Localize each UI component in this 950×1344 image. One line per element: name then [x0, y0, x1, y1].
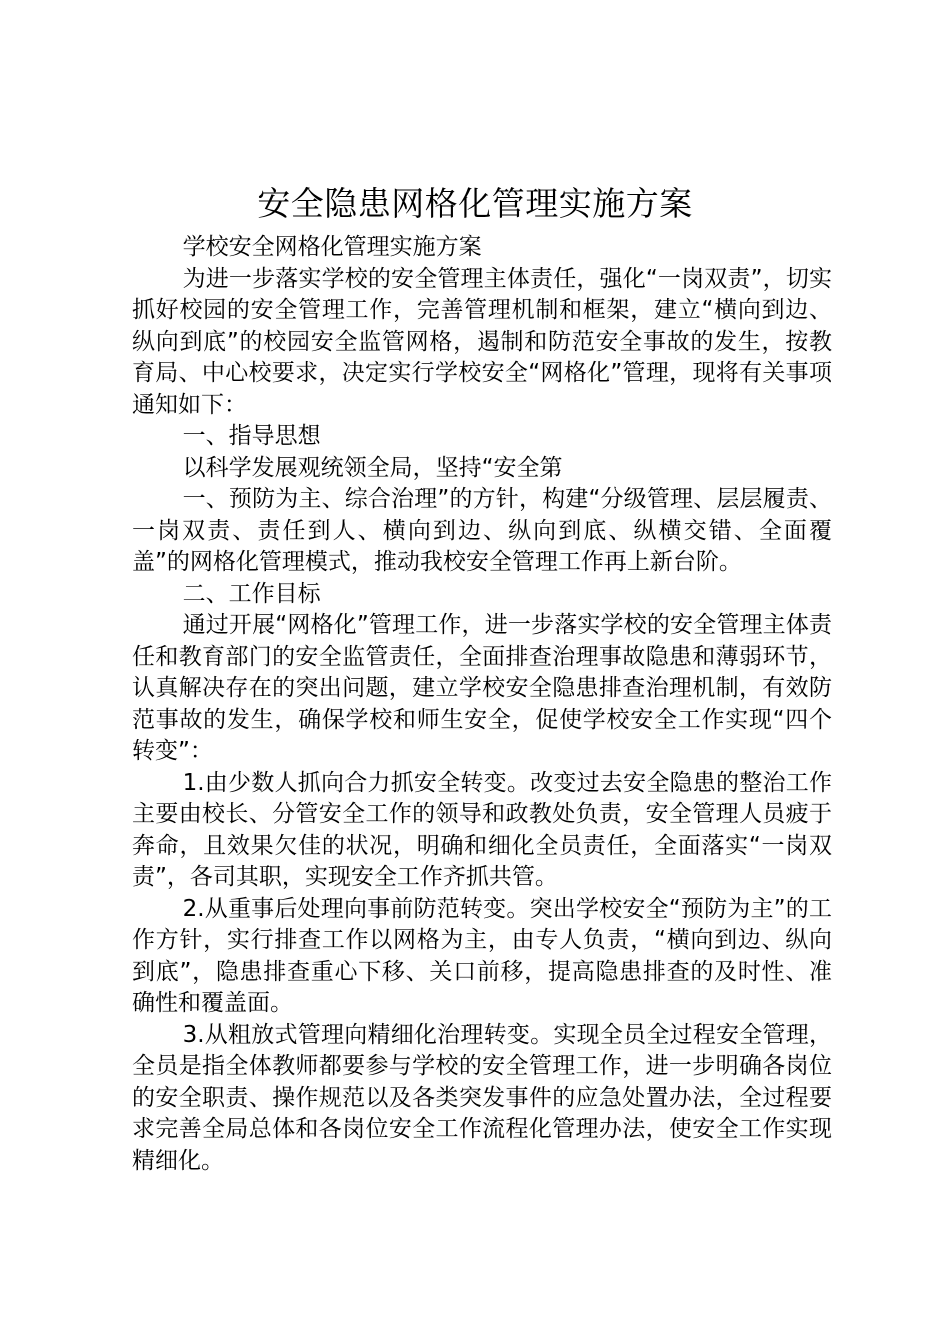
- document-title: 安全隐患网格化管理实施方案: [257, 184, 693, 223]
- document-body: [132, 232, 832, 1177]
- section-heading-work-goals: 二、工作目标: [182, 580, 321, 607]
- section-heading-guiding-ideology: 一、指导思想: [182, 423, 321, 449]
- paragraph: 通过开展“网格化”管理工作，进一步落实学校的安全管理主体责任和教育部门的安全监管责任，全面排查治理事故隐患和薄弱环节，认真解决存在的突出问题，建立学校安全隐患排查治理机制，有效防范事故的发生，确保学校和师生安全，促使学校安全工作实现“四个转变”：: [132, 612, 832, 764]
- list-item-2: 2.从重事后处理向事前防范转变。突出学校安全“预防为主”的工作方针，实行排查工作以网格为主，由专人负责，“横向到边、纵向到底”，隐患排查重心下移、关口前移，提高隐患排查的及时性、准确性和覆盖面。: [132, 895, 832, 1016]
- paragraph: 以科学发展观统领全局，坚持“安全第: [182, 454, 563, 481]
- paragraph-subtitle: 学校安全网格化管理实施方案: [182, 234, 482, 260]
- list-item-3: 3.从粗放式管理向精细化治理转变。实现全员全过程安全管理，全员是指全体教师都要参与学校的安全管理工作，进一步明确各岗位的安全职责、操作规范以及各类突发事件的应急处置办法，全过程要求完善全局总体和各岗位安全工作流程化管理办法，使安全工作实现精细化。: [132, 1021, 832, 1174]
- paragraph-intro: 为进一步落实学校的安全管理主体责任，强化“一岗双责”，切实抓好校园的安全管理工作，完善管理机制和框架，建立“横向到边、纵向到底”的校园安全监管网格，遏制和防范安全事故的发生，按教育局、中心校要求，决定实行学校安全“网格化”管理，现将有关事项通知如下：: [132, 265, 832, 418]
- list-item-1: 1.由少数人抓向合力抓安全转变。改变过去安全隐患的整治工作主要由校长、分管安全工作的领导和政教处负责，安全管理人员疲于奔命，且效果欠佳的状况，明确和细化全员责任，全面落实“一岗双责”，各司其职，实现安全工作齐抓共管。: [132, 769, 832, 890]
- paragraph: 一、预防为主、综合治理”的方针，构建“分级管理、层层履责、一岗双责、责任到人、横向到边、纵向到底、纵横交错、全面覆盖”的网格化管理模式，推动我校安全管理工作再上新台阶。: [132, 486, 832, 575]
